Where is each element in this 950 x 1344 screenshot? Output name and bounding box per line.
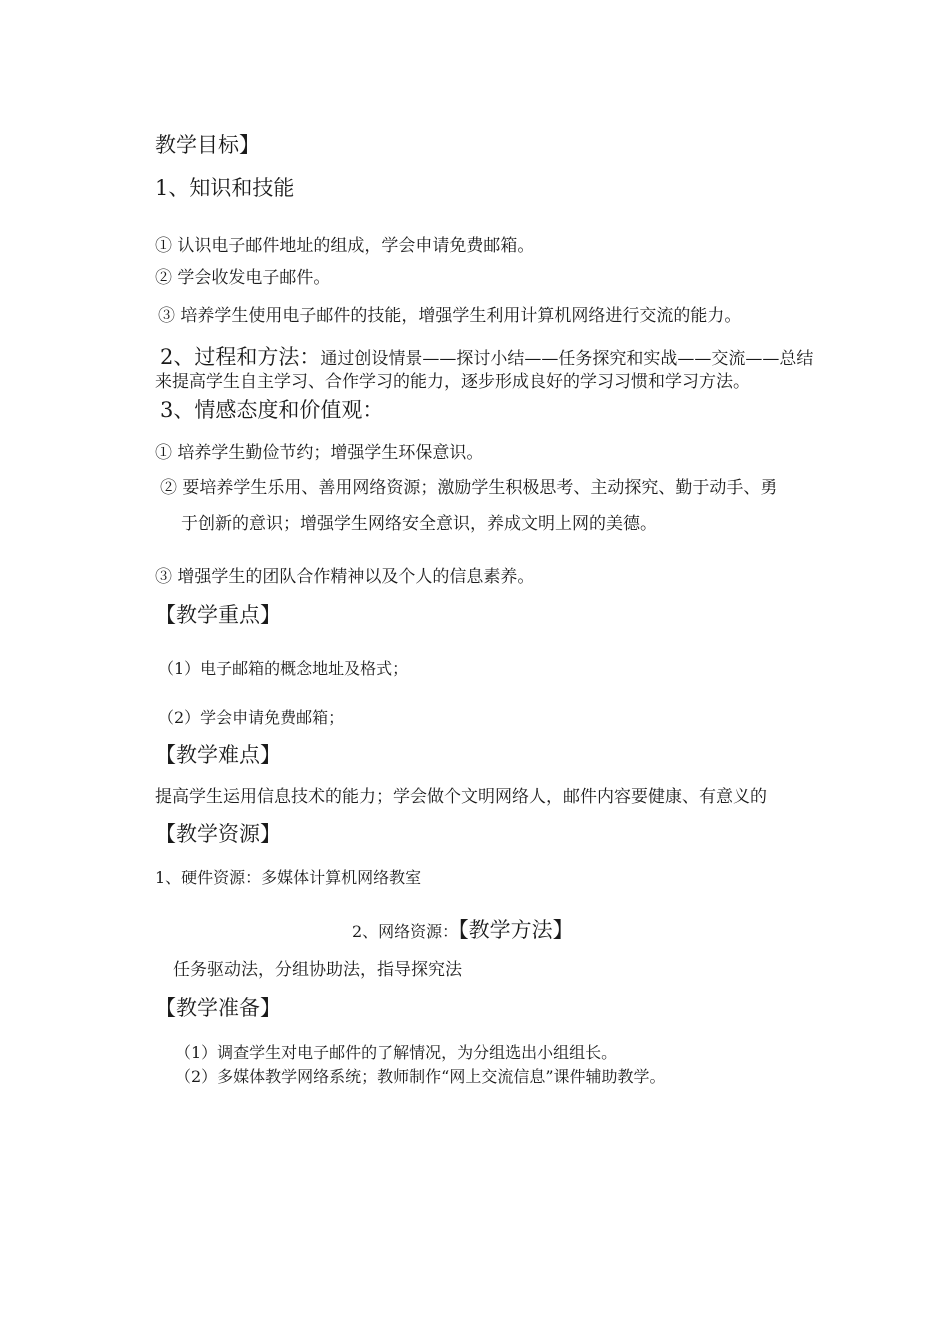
objectives-heading: 教学目标】: [155, 133, 260, 157]
methods-text: 任务驱动法，分组协助法，指导探究法: [173, 960, 462, 980]
process-label: 2、过程和方法：: [160, 345, 321, 369]
process-paragraph-line1: [160, 345, 813, 370]
attitude-heading: 3、情感态度和价值观：: [160, 398, 384, 422]
key-point-2: （2）学会申请免费邮箱；: [158, 708, 345, 727]
attitude-item-2-line2: 于创新的意识；增强学生网络安全意识，养成文明上网的美德。: [181, 514, 657, 534]
network-resources-line: [352, 918, 574, 943]
preparation-item-2: （2）多媒体教学网络系统；教师制作“网上交流信息”课件辅助教学。: [175, 1067, 666, 1086]
knowledge-item-1: ① 认识电子邮件地址的组成，学会申请免费邮箱。: [155, 236, 535, 256]
process-text-2: 来提高学生自主学习、合作学习的能力，逐步形成良好的学习习惯和学习方法。: [155, 372, 750, 392]
knowledge-item-3: ③ 培养学生使用电子邮件的技能，增强学生利用计算机网络进行交流的能力。: [158, 306, 742, 326]
process-text-1: 通过创设情景——探讨小结——任务探究和实战——交流——总结: [320, 349, 814, 369]
preparation-item-1: （1）调查学生对电子邮件的了解情况，为分组选出小组组长。: [175, 1043, 618, 1062]
difficulties-heading: 【教学难点】: [155, 743, 281, 767]
attitude-item-3: ③ 增强学生的团队合作精神以及个人的信息素养。: [155, 567, 535, 587]
resources-heading: 【教学资源】: [155, 822, 281, 846]
knowledge-item-2: ② 学会收发电子邮件。: [155, 268, 331, 288]
attitude-item-1: ① 培养学生勤俭节约；增强学生环保意识。: [155, 443, 484, 463]
attitude-item-2-line1: ② 要培养学生乐用、善用网络资源；激励学生积极思考、主动探究、勤于动手、勇: [160, 478, 778, 498]
difficulties-text: 提高学生运用信息技术的能力；学会做个文明网络人，邮件内容要健康、有意义的: [155, 787, 767, 807]
preparation-heading: 【教学准备】: [155, 996, 281, 1020]
key-points-heading: 【教学重点】: [155, 603, 281, 627]
methods-heading: 【教学方法】: [458, 918, 574, 942]
hardware-resources: 1、硬件资源：多媒体计算机网络教室: [155, 868, 422, 887]
key-point-1: （1）电子邮箱的概念地址及格式；: [158, 659, 409, 678]
knowledge-heading: 1、知识和技能: [155, 176, 295, 200]
network-resources-label: 2、网络资源：: [352, 922, 459, 941]
